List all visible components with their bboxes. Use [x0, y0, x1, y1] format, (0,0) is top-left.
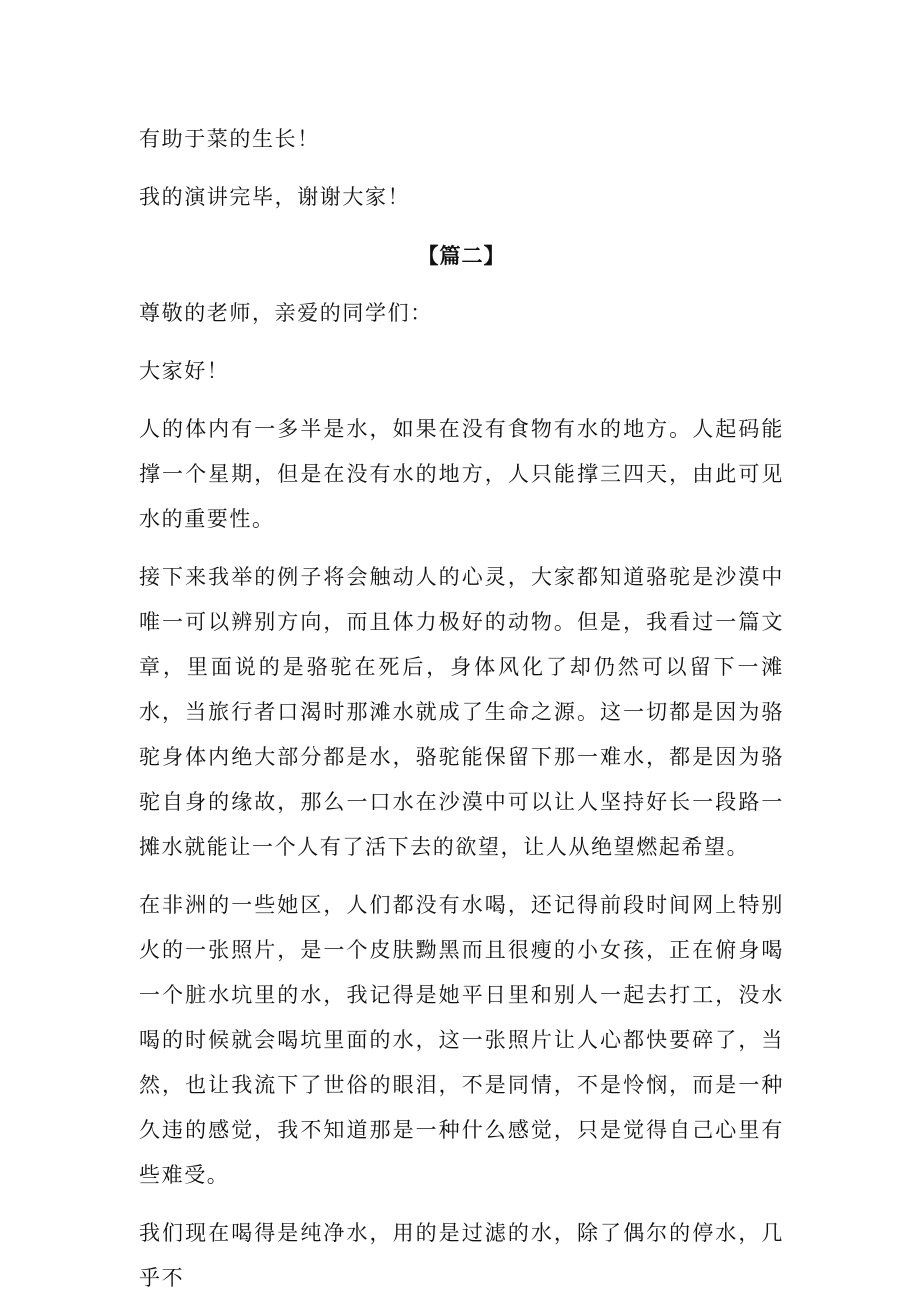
paragraph-greeting: 大家好！	[139, 359, 230, 383]
paragraph-closing-2: 我的演讲完毕，谢谢大家！	[139, 185, 411, 209]
paragraph-gap	[139, 162, 784, 175]
paragraph-body-3: 在非洲的一些她区，人们都没有水喝，还记得前段时间网上特别火的一张照片，是一个皮肤黝黑而且很瘦的小女孩，正在俯身喝一个脏水坑里的水，我记得是她平日里和别人一起去打工，没水喝的时候就会喝坑里面的水，这一张照片让人心都快要碎了，当然，也让我流下了世俗的眼泪，不是同情，不是怜悯，而是一种久违的感觉，我不知道那是一种什么感觉，只是觉得自己心里有些难受。	[139, 893, 784, 1187]
paragraph-salutation: 尊敬的老师，亲爱的同学们：	[139, 301, 433, 325]
paragraph-gap	[139, 336, 784, 349]
document-body	[139, 117, 784, 1301]
paragraph-body-2: 接下来我举的例子将会触动人的心灵，大家都知道骆驼是沙漠中唯一可以辨别方向，而且体力极好的动物。但是，我看过一篇文章，里面说的是骆驼在死后，身体风化了却仍然可以留下一滩水，当旅行者口渴时那滩水就成了生命之源。这一切都是因为骆驼身体内绝大部分都是水，骆驼能保留下那一难水，都是因为骆驼自身的缘故，那么一口水在沙漠中可以让人坚持好长一段路一摊水就能让一个人有了活下去的欲望，让人从绝望燃起希望。	[139, 565, 784, 859]
paragraph-gap	[139, 1198, 784, 1211]
paragraph-body-1: 人的体内有一多半是水，如果在没有食物有水的地方。人起码能撑一个星期，但是在没有水的地方，人只能撑三四天，由此可见水的重要性。	[139, 417, 784, 531]
paragraph-gap	[139, 870, 784, 883]
paragraph-gap	[139, 278, 784, 291]
section-heading: 【篇二】	[417, 243, 506, 268]
paragraph-gap	[139, 394, 784, 407]
paragraph-gap	[139, 220, 784, 233]
paragraph-gap	[139, 542, 784, 555]
paragraph-body-4: 我们现在喝得是纯净水，用的是过滤的水，除了偶尔的停水，几乎不	[139, 1221, 784, 1290]
paragraph-closing-1: 有助于菜的生长！	[139, 127, 320, 151]
